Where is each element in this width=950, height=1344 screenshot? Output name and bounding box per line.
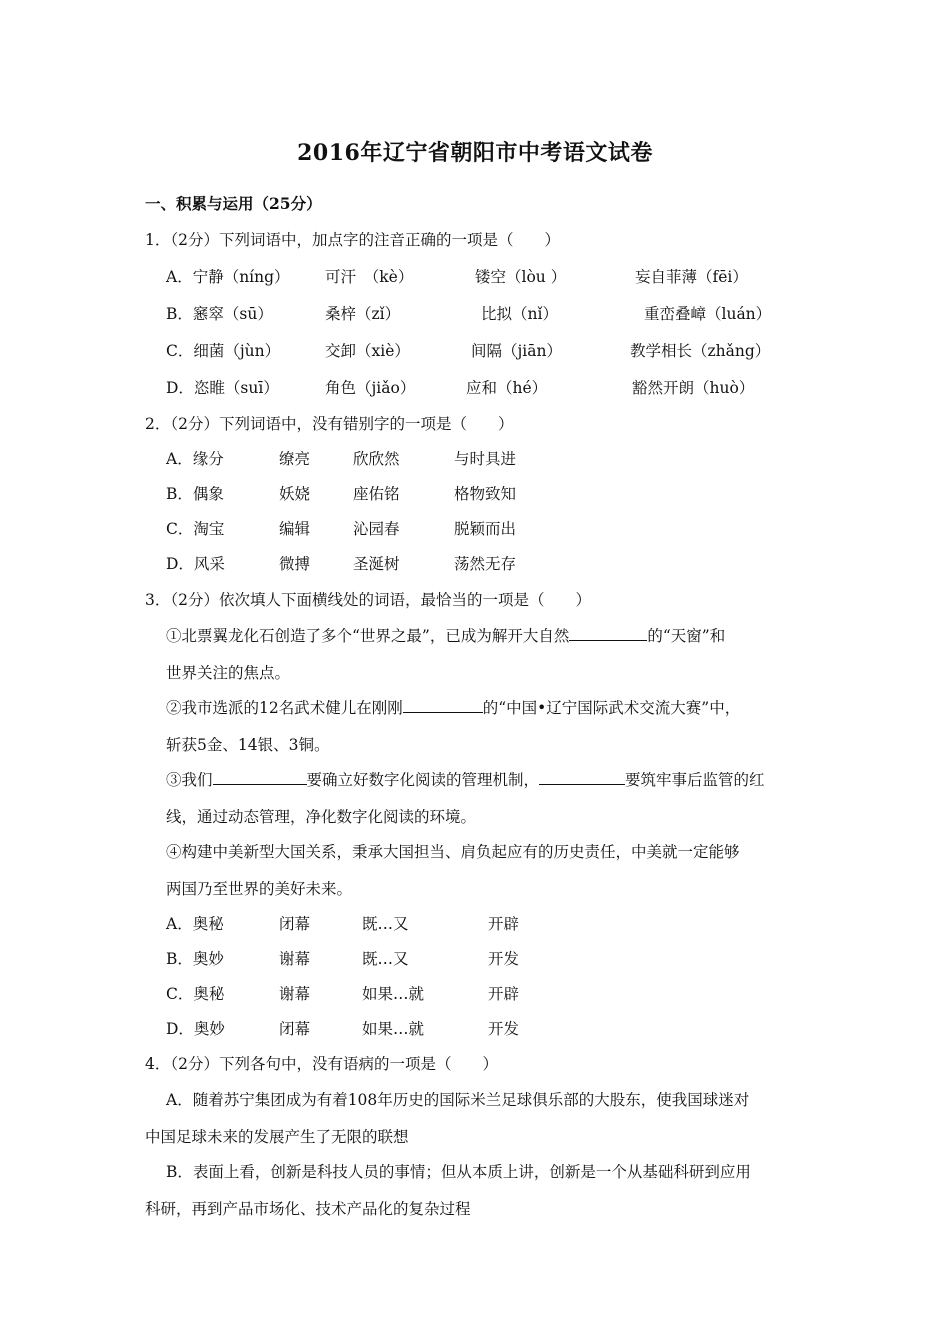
q3-sentence-4-cont: 两国乃至世界的美好未来。 xyxy=(166,880,353,898)
q3-sentence-1 xyxy=(166,624,725,646)
q3-sentence-3-cont: 线，通过动态管理，净化数字化阅读的环境。 xyxy=(166,808,477,826)
q2-option-a-2: 缭亮 xyxy=(279,450,311,468)
fill-blank xyxy=(213,770,307,785)
q3-sentence-1-part-a: ①北票翼龙化石创造了多个“世界之最”，已成为解开大自然 xyxy=(166,627,570,645)
q2-option-d-4: 荡然无存 xyxy=(454,555,517,573)
q2-option-c-4: 脱颖而出 xyxy=(454,520,517,538)
q1-option-b-2: 桑梓（zǐ） xyxy=(325,305,401,323)
q1-option-a-1: A．宁静（níng） xyxy=(166,268,290,286)
q3-option-a-3: 既…又 xyxy=(362,915,409,933)
fill-blank xyxy=(569,626,647,641)
q1-option-b-3: 比拟（nǐ） xyxy=(481,305,558,323)
q2-option-a-4: 与时具进 xyxy=(454,450,517,468)
q3-sentence-2-part-b: 的“中国•辽宁国际武术交流大赛”中， xyxy=(482,699,741,717)
q1-option-d-2: 角色（jiǎo） xyxy=(325,379,416,397)
q3-option-d-3: 如果…就 xyxy=(362,1020,425,1038)
q2-option-c-3: 沁园春 xyxy=(353,520,400,538)
section-heading: 一、积累与运用（25分） xyxy=(145,194,322,213)
q2-option-b-1: B．偶象 xyxy=(166,485,224,503)
q1-option-d-1: D．恣睢（suī） xyxy=(166,379,279,397)
q1-option-c-2: 交卸（xiè） xyxy=(325,342,410,360)
exam-title: 2016年辽宁省朝阳市中考语文试卷 xyxy=(297,140,653,166)
q4-option-b-cont: 科研，再到产品市场化、技术产品化的复杂过程 xyxy=(145,1200,471,1218)
q3-option-a-2: 闭幕 xyxy=(279,915,311,933)
q4-option-a-cont: 中国足球未来的发展产生了无限的联想 xyxy=(145,1128,409,1146)
q2-option-a-3: 欣欣然 xyxy=(353,450,400,468)
q1-option-a-3: 镂空（lòu ） xyxy=(475,268,567,286)
q3-option-b-3: 既…又 xyxy=(362,950,409,968)
q2-option-d-2: 微搏 xyxy=(279,555,311,573)
q3-sentence-3-part-a: ③我们 xyxy=(166,771,213,789)
q3-option-b-4: 开发 xyxy=(488,950,520,968)
q3-sentence-1-part-b: 的“天窗”和 xyxy=(647,627,726,645)
q3-option-d-4: 开发 xyxy=(488,1020,520,1038)
q1-option-c-3: 间隔（jiān） xyxy=(471,342,562,360)
q3-option-b-2: 谢幕 xyxy=(279,950,311,968)
q2-option-b-4: 格物致知 xyxy=(454,485,517,503)
q3-sentence-4: ④构建中美新型大国关系，秉承大国担当、肩负起应有的历史责任，中美就一定能够 xyxy=(166,843,740,861)
q2-option-b-3: 座佑铭 xyxy=(353,485,400,503)
q1-option-a-2: 可汗 （kè） xyxy=(325,268,414,286)
q1-option-c-1: C．细菌（jùn） xyxy=(166,342,281,360)
q1-option-c-4: 教学相长（zhǎng） xyxy=(630,342,771,360)
q3-option-a-1: A．奥秘 xyxy=(166,915,224,933)
q3-option-d-2: 闭幕 xyxy=(279,1020,311,1038)
question-2-stem: 2．（2分）下列词语中，没有错别字的一项是（ ） xyxy=(145,415,514,433)
q2-option-d-3: 圣涎树 xyxy=(353,555,400,573)
q2-option-c-2: 编辑 xyxy=(279,520,311,538)
q1-option-b-1: B．窸窣（sū） xyxy=(166,305,273,323)
q4-option-a: A．随着苏宁集团成为有着108年历史的国际米兰足球俱乐部的大股东，使我国球迷对 xyxy=(166,1091,750,1109)
q1-option-a-4: 妄自菲薄（fēi） xyxy=(635,268,748,286)
q2-option-c-1: C．淘宝 xyxy=(166,520,225,538)
q3-option-c-2: 谢幕 xyxy=(279,985,311,1003)
fill-blank xyxy=(403,698,483,713)
q3-sentence-2 xyxy=(166,696,740,718)
q3-sentence-3 xyxy=(166,768,765,790)
q1-option-d-4: 豁然开朗（huò） xyxy=(632,379,755,397)
q3-option-a-4: 开辟 xyxy=(488,915,520,933)
q3-option-d-1: D．奥妙 xyxy=(166,1020,225,1038)
q1-option-d-3: 应和（hé） xyxy=(466,379,548,397)
q3-sentence-3-part-b: 要确立好数字化阅读的管理机制， xyxy=(306,771,540,789)
question-3-stem: 3．（2分）依次填人下面横线处的词语，最恰当的一项是（ ） xyxy=(145,591,591,609)
q3-sentence-2-part-a: ②我市选派的12名武术健儿在刚刚 xyxy=(166,699,403,717)
question-1-stem: 1．（2分）下列词语中，加点字的注音正确的一项是（ ） xyxy=(145,231,560,249)
q3-sentence-1-cont: 世界关注的焦点。 xyxy=(166,664,291,682)
fill-blank xyxy=(539,770,625,785)
q1-option-b-4: 重峦叠嶂（luán） xyxy=(644,305,772,323)
q2-option-b-2: 妖娆 xyxy=(279,485,311,503)
q3-option-c-4: 开辟 xyxy=(488,985,520,1003)
q4-option-b: B．表面上看，创新是科技人员的事情；但从本质上讲，创新是一个从基础科研到应用 xyxy=(166,1163,751,1181)
q2-option-a-1: A．缘分 xyxy=(166,450,224,468)
q3-sentence-2-cont: 斩获5金、14银、3铜。 xyxy=(166,736,330,754)
question-4-stem: 4．（2分）下列各句中，没有语病的一项是（ ） xyxy=(145,1055,498,1073)
q3-option-b-1: B．奥妙 xyxy=(166,950,224,968)
q3-option-c-1: C．奥秘 xyxy=(166,985,225,1003)
q3-sentence-3-part-c: 要筑牢事后监管的红 xyxy=(625,771,765,789)
q3-option-c-3: 如果…就 xyxy=(362,985,425,1003)
q2-option-d-1: D．风采 xyxy=(166,555,225,573)
